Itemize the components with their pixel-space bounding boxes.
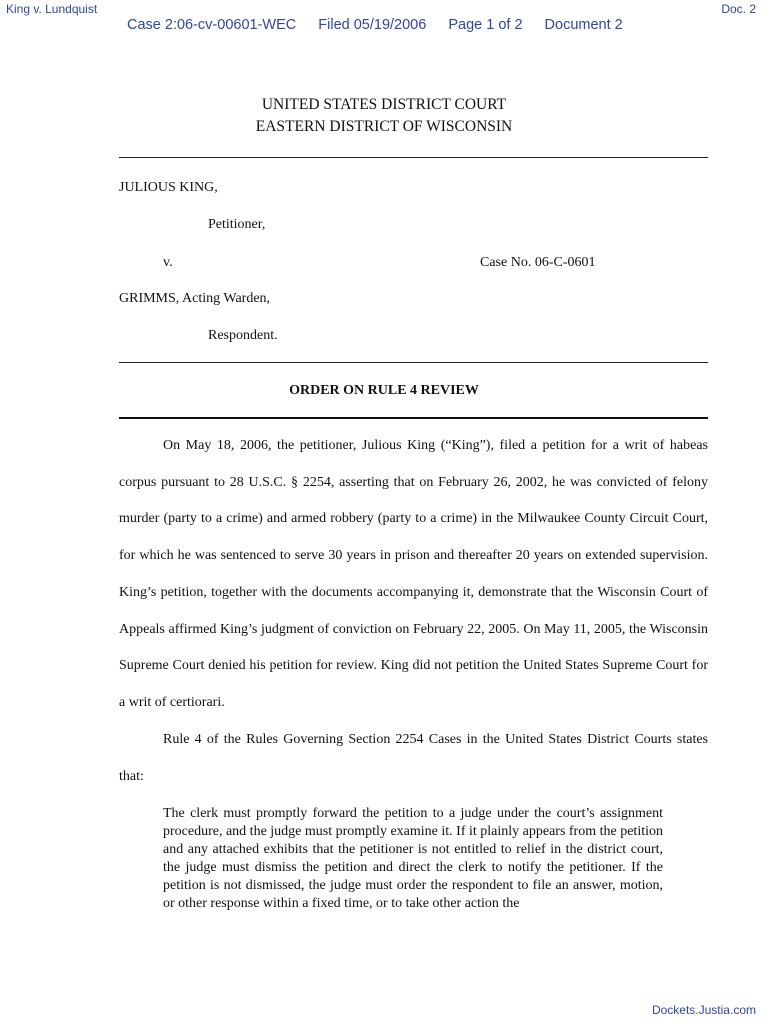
petitioner-role: Petitioner,: [208, 217, 266, 232]
body-paragraph-2-text: Rule 4 of the Rules Governing Section 2254 Cases in the United States District Courts states that:: [119, 732, 708, 784]
body-paragraph-1-text: On May 18, 2006, the petitioner, Julious King (“King”), filed a petition for a writ of habeas corpus pursuant to 28 U.S.C. § 2254, asserting that on February 26, 2002, he was convicted of felony murder (party to a crime) and armed robbery (party to a crime) in the Milwaukee County Circuit Court, for which he was sentenced to serve 30 years in prison and thereafter 20 years on extended supervision. King’s petition, together with the documents accompanying it, demonstrate that the Wisconsin Court of Appeals affirmed King’s judgment of conviction on February 22, 2005. On May 11, 2005, the Wisconsin Supreme Court denied his petition for review. King did not petition the United States Supreme Court for a writ of certiorari.: [119, 438, 708, 710]
respondent-role: Respondent.: [208, 328, 278, 343]
rule-4-quote: The clerk must promptly forward the petition to a judge under the court’s assignment procedure, and the judge must promptly examine it. If it plainly appears from the petition and any attached exhibits that the petitioner is not entitled to relief in the district court, the judge must dismiss the petition and direct the clerk to notify the petitioner. If the petition is not dismissed, the judge must order the respondent to file an answer, motion, or other response within a fixed time, or to take other action the: [163, 806, 663, 911]
justia-footer-link[interactable]: Dockets.Justia.com: [651, 1003, 756, 1017]
versus: v.: [163, 255, 173, 270]
respondent-name: GRIMMS, Acting Warden,: [119, 291, 271, 306]
petitioner-name: JULIOUS KING,: [119, 180, 218, 195]
body-paragraph-1: [119, 428, 708, 722]
header-filed-date: Filed 05/19/2006: [318, 17, 427, 33]
case-number: Case No. 06-C-0601: [480, 255, 596, 270]
header-document-number: Document 2: [544, 17, 623, 33]
caption-bottom-rule: [119, 362, 708, 363]
caption-top-rule: [119, 157, 708, 158]
header-page-count: Page 1 of 2: [448, 17, 523, 33]
body-paragraph-2: [119, 722, 708, 795]
filing-header: [127, 17, 641, 33]
court-name-line2: EASTERN DISTRICT OF WISCONSIN: [255, 118, 513, 135]
header-case-number: Case 2:06-cv-00601-WEC: [127, 17, 297, 33]
court-name: [0, 94, 768, 138]
case-title-link[interactable]: King v. Lundquist: [6, 2, 98, 16]
court-name-line1: UNITED STATES DISTRICT COURT: [261, 96, 507, 113]
title-rule: [119, 417, 708, 419]
order-title: ORDER ON RULE 4 REVIEW: [289, 383, 479, 398]
doc-number-link[interactable]: Doc. 2: [721, 2, 756, 16]
